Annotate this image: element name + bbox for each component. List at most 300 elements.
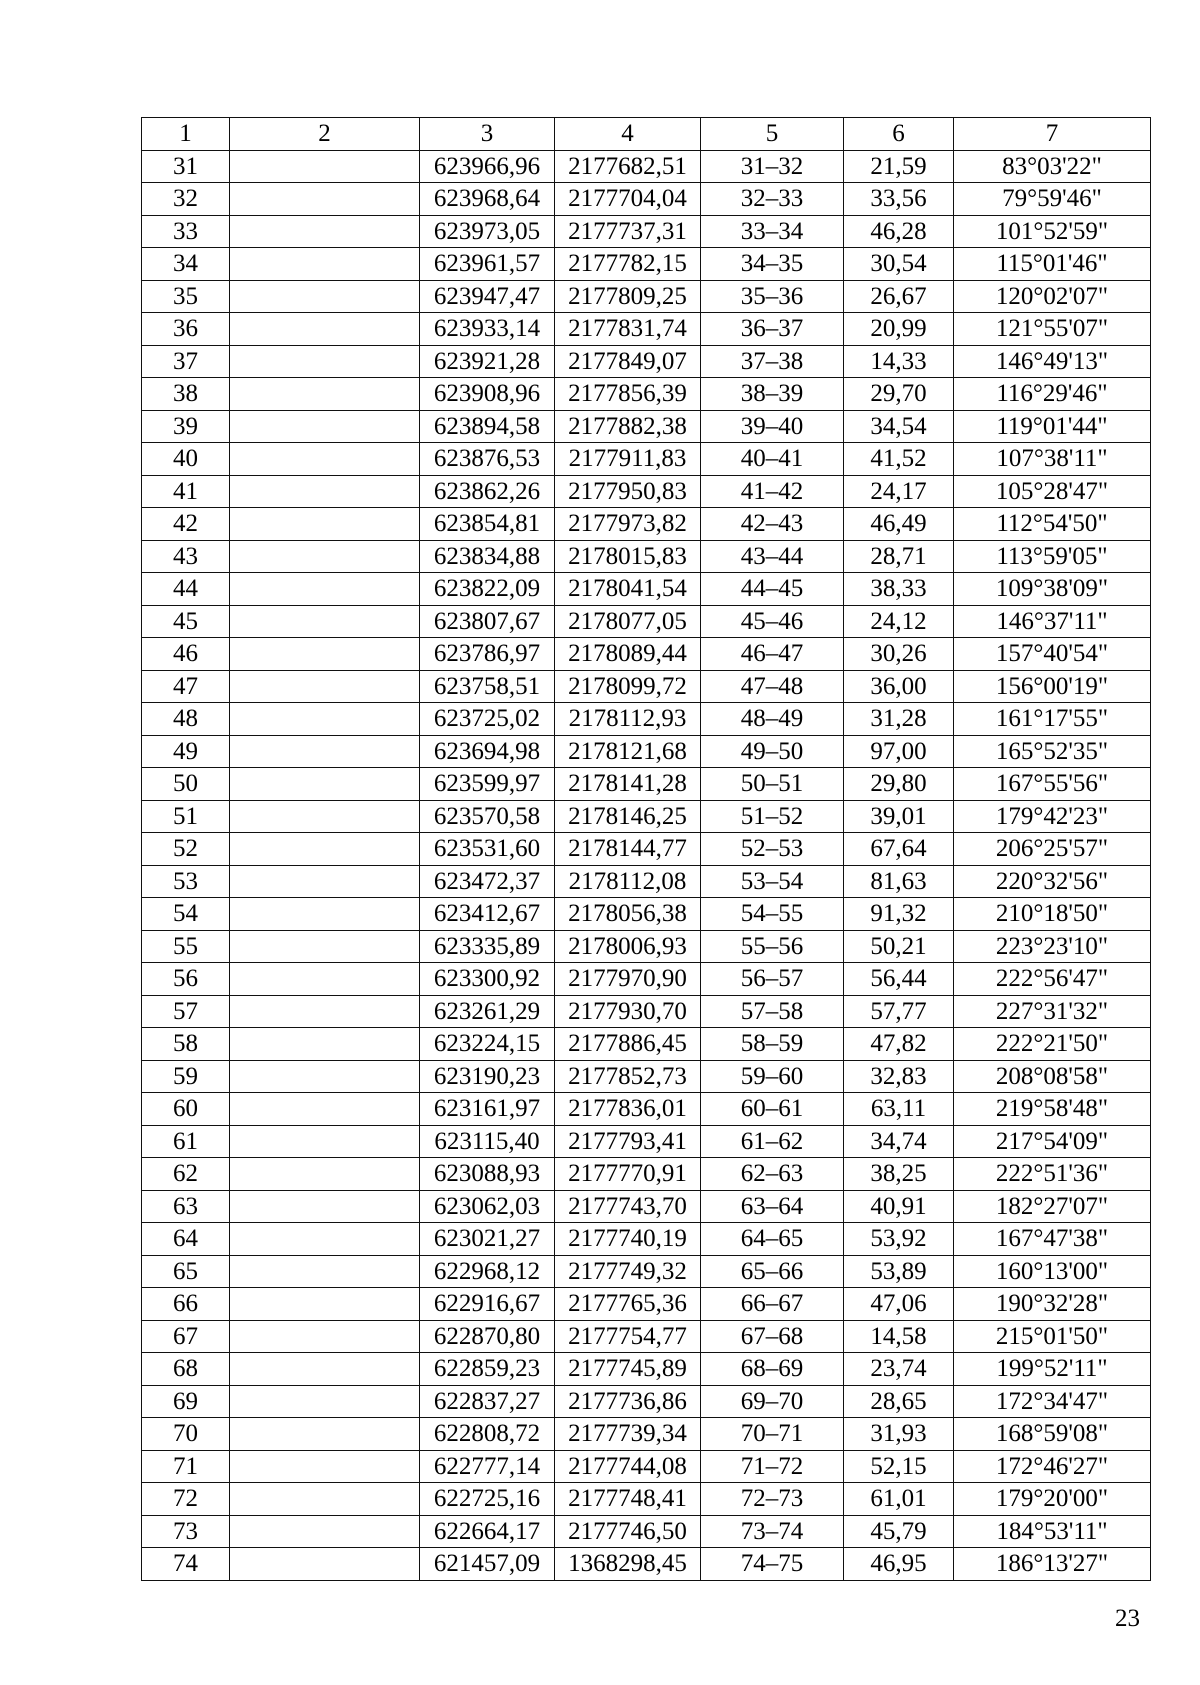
table-cell: 112°54'50" — [954, 508, 1151, 541]
table-cell: 33,56 — [844, 183, 954, 216]
table-cell: 28,65 — [844, 1385, 954, 1418]
table-cell — [230, 1515, 420, 1548]
table-cell: 52–53 — [701, 833, 844, 866]
table-cell: 2177749,32 — [555, 1255, 701, 1288]
table-cell: 41,52 — [844, 443, 954, 476]
table-cell — [230, 1093, 420, 1126]
table-cell: 105°28'47" — [954, 475, 1151, 508]
table-cell — [230, 573, 420, 606]
table-cell: 67,64 — [844, 833, 954, 866]
table-cell — [230, 1060, 420, 1093]
table-cell: 1368298,45 — [555, 1548, 701, 1581]
header-cell: 7 — [954, 118, 1151, 151]
table-cell: 47–48 — [701, 670, 844, 703]
table-cell: 223°23'10" — [954, 930, 1151, 963]
table-row — [142, 1450, 1151, 1483]
table-cell: 47,06 — [844, 1288, 954, 1321]
table-cell: 57,77 — [844, 995, 954, 1028]
table-cell: 179°42'23" — [954, 800, 1151, 833]
table-cell: 31,28 — [844, 703, 954, 736]
table-cell — [230, 1548, 420, 1581]
table-cell: 621457,09 — [420, 1548, 555, 1581]
table-cell — [230, 378, 420, 411]
table-cell: 146°37'11" — [954, 605, 1151, 638]
table-cell: 2178121,68 — [555, 735, 701, 768]
table-cell: 34,54 — [844, 410, 954, 443]
table-cell: 622870,80 — [420, 1320, 555, 1353]
table-cell: 42–43 — [701, 508, 844, 541]
table-cell: 622777,14 — [420, 1450, 555, 1483]
table-cell — [230, 540, 420, 573]
table-cell — [230, 898, 420, 931]
table-cell — [230, 1223, 420, 1256]
table-cell: 54–55 — [701, 898, 844, 931]
table-cell: 83°03'22" — [954, 150, 1151, 183]
table-cell: 623968,64 — [420, 183, 555, 216]
table-cell: 39 — [142, 410, 230, 443]
table-cell: 2177886,45 — [555, 1028, 701, 1061]
table-cell: 623694,98 — [420, 735, 555, 768]
table-row — [142, 410, 1151, 443]
table-row — [142, 963, 1151, 996]
table-cell: 51–52 — [701, 800, 844, 833]
table-cell: 64–65 — [701, 1223, 844, 1256]
table-cell: 46 — [142, 638, 230, 671]
table-cell: 69 — [142, 1385, 230, 1418]
table-cell: 63 — [142, 1190, 230, 1223]
table-cell: 622968,12 — [420, 1255, 555, 1288]
table-cell: 31–32 — [701, 150, 844, 183]
table-cell: 2177704,04 — [555, 183, 701, 216]
table-cell: 54 — [142, 898, 230, 931]
table-cell: 206°25'57" — [954, 833, 1151, 866]
table-cell: 623261,29 — [420, 995, 555, 1028]
table-cell: 2177745,89 — [555, 1353, 701, 1386]
table-cell: 182°27'07" — [954, 1190, 1151, 1223]
table-cell: 623725,02 — [420, 703, 555, 736]
table-cell: 74 — [142, 1548, 230, 1581]
table-row — [142, 475, 1151, 508]
table-cell — [230, 670, 420, 703]
table-cell: 58–59 — [701, 1028, 844, 1061]
table-cell: 2178141,28 — [555, 768, 701, 801]
table-cell: 2178006,93 — [555, 930, 701, 963]
table-cell: 61–62 — [701, 1125, 844, 1158]
table-cell: 623758,51 — [420, 670, 555, 703]
table-cell: 623966,96 — [420, 150, 555, 183]
table-cell: 217°54'09" — [954, 1125, 1151, 1158]
table-row — [142, 1515, 1151, 1548]
table-cell — [230, 1158, 420, 1191]
table-row — [142, 703, 1151, 736]
table-cell — [230, 1320, 420, 1353]
table-cell: 65–66 — [701, 1255, 844, 1288]
header-cell: 4 — [555, 118, 701, 151]
table-cell: 222°21'50" — [954, 1028, 1151, 1061]
table-cell: 30,26 — [844, 638, 954, 671]
table-cell: 72 — [142, 1483, 230, 1516]
table-cell: 167°55'56" — [954, 768, 1151, 801]
table-cell: 71–72 — [701, 1450, 844, 1483]
table-cell: 65 — [142, 1255, 230, 1288]
table-cell: 49 — [142, 735, 230, 768]
table-cell: 91,32 — [844, 898, 954, 931]
table-cell: 161°17'55" — [954, 703, 1151, 736]
table-cell: 623834,88 — [420, 540, 555, 573]
table-cell — [230, 605, 420, 638]
table-cell: 623472,37 — [420, 865, 555, 898]
table-cell: 20,99 — [844, 313, 954, 346]
page-number: 23 — [1115, 1605, 1140, 1632]
table-cell — [230, 1385, 420, 1418]
header-row — [142, 118, 1151, 151]
table-cell: 46–47 — [701, 638, 844, 671]
table-cell: 50,21 — [844, 930, 954, 963]
table-cell: 2177831,74 — [555, 313, 701, 346]
table-body — [142, 118, 1151, 1581]
table-cell: 45,79 — [844, 1515, 954, 1548]
table-cell: 186°13'27" — [954, 1548, 1151, 1581]
table-cell — [230, 865, 420, 898]
table-cell: 37 — [142, 345, 230, 378]
table-cell — [230, 443, 420, 476]
table-cell: 32 — [142, 183, 230, 216]
table-cell: 623894,58 — [420, 410, 555, 443]
table-cell: 24,17 — [844, 475, 954, 508]
table-cell: 622664,17 — [420, 1515, 555, 1548]
table-cell: 43–44 — [701, 540, 844, 573]
table-cell: 57–58 — [701, 995, 844, 1028]
table-cell: 2177739,34 — [555, 1418, 701, 1451]
table-row — [142, 183, 1151, 216]
table-cell: 2178144,77 — [555, 833, 701, 866]
table-cell: 623599,97 — [420, 768, 555, 801]
table-cell: 2178077,05 — [555, 605, 701, 638]
table-cell: 2177970,90 — [555, 963, 701, 996]
table-row — [142, 1028, 1151, 1061]
table-cell: 59 — [142, 1060, 230, 1093]
table-row — [142, 1158, 1151, 1191]
header-cell: 3 — [420, 118, 555, 151]
table-cell: 69–70 — [701, 1385, 844, 1418]
table-cell: 2178015,83 — [555, 540, 701, 573]
table-cell: 45–46 — [701, 605, 844, 638]
table-cell — [230, 1483, 420, 1516]
table-cell — [230, 313, 420, 346]
table-cell: 623807,67 — [420, 605, 555, 638]
table-cell: 2177740,19 — [555, 1223, 701, 1256]
table-cell — [230, 475, 420, 508]
table-cell: 146°49'13" — [954, 345, 1151, 378]
table-cell: 2177973,82 — [555, 508, 701, 541]
table-cell: 623862,26 — [420, 475, 555, 508]
table-cell: 50 — [142, 768, 230, 801]
table-cell: 63–64 — [701, 1190, 844, 1223]
table-cell — [230, 800, 420, 833]
table-cell: 219°58'48" — [954, 1093, 1151, 1126]
table-cell — [230, 345, 420, 378]
table-cell: 74–75 — [701, 1548, 844, 1581]
table-row — [142, 378, 1151, 411]
table-cell: 62 — [142, 1158, 230, 1191]
table-row — [142, 573, 1151, 606]
table-cell: 62–63 — [701, 1158, 844, 1191]
table-cell: 45 — [142, 605, 230, 638]
table-cell: 41 — [142, 475, 230, 508]
table-cell: 2177950,83 — [555, 475, 701, 508]
table-cell: 2177743,70 — [555, 1190, 701, 1223]
table-cell: 38,33 — [844, 573, 954, 606]
table-cell: 119°01'44" — [954, 410, 1151, 443]
table-cell: 2177852,73 — [555, 1060, 701, 1093]
table-cell: 623908,96 — [420, 378, 555, 411]
table-cell: 622859,23 — [420, 1353, 555, 1386]
table-row — [142, 313, 1151, 346]
table-row — [142, 930, 1151, 963]
table-cell: 67 — [142, 1320, 230, 1353]
table-cell: 623335,89 — [420, 930, 555, 963]
table-cell: 36 — [142, 313, 230, 346]
table-cell — [230, 930, 420, 963]
table-cell: 622725,16 — [420, 1483, 555, 1516]
table-cell: 29,70 — [844, 378, 954, 411]
table-cell: 2177736,86 — [555, 1385, 701, 1418]
table-cell: 2177765,36 — [555, 1288, 701, 1321]
table-row — [142, 150, 1151, 183]
header-cell: 5 — [701, 118, 844, 151]
table-cell: 61 — [142, 1125, 230, 1158]
table-cell: 623786,97 — [420, 638, 555, 671]
table-cell: 2177793,41 — [555, 1125, 701, 1158]
table-cell: 156°00'19" — [954, 670, 1151, 703]
table-cell: 26,67 — [844, 280, 954, 313]
table-cell: 38–39 — [701, 378, 844, 411]
table-row — [142, 995, 1151, 1028]
table-cell: 623088,93 — [420, 1158, 555, 1191]
table-cell — [230, 280, 420, 313]
table-cell: 40–41 — [701, 443, 844, 476]
table-row — [142, 605, 1151, 638]
table-cell: 2177930,70 — [555, 995, 701, 1028]
table-cell: 71 — [142, 1450, 230, 1483]
table-cell: 61,01 — [844, 1483, 954, 1516]
table-cell: 208°08'58" — [954, 1060, 1151, 1093]
table-cell: 60 — [142, 1093, 230, 1126]
table-cell: 2178056,38 — [555, 898, 701, 931]
table-cell — [230, 183, 420, 216]
table-cell: 623947,47 — [420, 280, 555, 313]
table-cell: 172°46'27" — [954, 1450, 1151, 1483]
table-row — [142, 735, 1151, 768]
table-cell: 210°18'50" — [954, 898, 1151, 931]
table-cell: 40 — [142, 443, 230, 476]
table-cell: 47 — [142, 670, 230, 703]
table-cell: 2177737,31 — [555, 215, 701, 248]
table-cell: 32–33 — [701, 183, 844, 216]
table-row — [142, 670, 1151, 703]
table-cell: 50–51 — [701, 768, 844, 801]
table-cell: 220°32'56" — [954, 865, 1151, 898]
table-cell: 29,80 — [844, 768, 954, 801]
table-row — [142, 1548, 1151, 1581]
table-cell: 39,01 — [844, 800, 954, 833]
table-cell: 47,82 — [844, 1028, 954, 1061]
table-cell — [230, 1255, 420, 1288]
table-row — [142, 1320, 1151, 1353]
table-cell: 43 — [142, 540, 230, 573]
table-cell: 51 — [142, 800, 230, 833]
table-cell: 157°40'54" — [954, 638, 1151, 671]
table-cell — [230, 150, 420, 183]
table-cell: 199°52'11" — [954, 1353, 1151, 1386]
table-cell: 24,12 — [844, 605, 954, 638]
table-cell — [230, 995, 420, 1028]
table-cell: 623115,40 — [420, 1125, 555, 1158]
table-cell: 81,63 — [844, 865, 954, 898]
table-row — [142, 1125, 1151, 1158]
table-row — [142, 865, 1151, 898]
table-cell — [230, 638, 420, 671]
table-cell: 172°34'47" — [954, 1385, 1151, 1418]
table-row — [142, 768, 1151, 801]
table-cell: 38 — [142, 378, 230, 411]
table-cell: 2178041,54 — [555, 573, 701, 606]
table-cell: 68–69 — [701, 1353, 844, 1386]
table-cell: 120°02'07" — [954, 280, 1151, 313]
table-cell: 2177849,07 — [555, 345, 701, 378]
table-cell: 179°20'00" — [954, 1483, 1151, 1516]
table-row — [142, 898, 1151, 931]
table-cell: 33 — [142, 215, 230, 248]
table-row — [142, 1353, 1151, 1386]
table-row — [142, 1385, 1151, 1418]
table-row — [142, 280, 1151, 313]
table-row — [142, 638, 1151, 671]
table-cell — [230, 1190, 420, 1223]
table-cell: 2177911,83 — [555, 443, 701, 476]
table-cell: 121°55'07" — [954, 313, 1151, 346]
table-cell — [230, 248, 420, 281]
table-row — [142, 345, 1151, 378]
table-row — [142, 1255, 1151, 1288]
table-cell: 56,44 — [844, 963, 954, 996]
table-cell: 2178112,08 — [555, 865, 701, 898]
table-cell: 34–35 — [701, 248, 844, 281]
table-cell: 623531,60 — [420, 833, 555, 866]
table-cell: 23,74 — [844, 1353, 954, 1386]
table-cell: 46,28 — [844, 215, 954, 248]
table-cell: 2178146,25 — [555, 800, 701, 833]
table-cell: 113°59'05" — [954, 540, 1151, 573]
table-cell: 56 — [142, 963, 230, 996]
table-cell: 53,92 — [844, 1223, 954, 1256]
table-cell: 55 — [142, 930, 230, 963]
table-cell: 63,11 — [844, 1093, 954, 1126]
table-cell: 623961,57 — [420, 248, 555, 281]
table-cell: 35–36 — [701, 280, 844, 313]
table-cell: 2177754,77 — [555, 1320, 701, 1353]
table-cell: 116°29'46" — [954, 378, 1151, 411]
table-cell: 622837,27 — [420, 1385, 555, 1418]
table-cell: 55–56 — [701, 930, 844, 963]
table-cell: 2177682,51 — [555, 150, 701, 183]
table-cell: 33–34 — [701, 215, 844, 248]
table-cell: 44 — [142, 573, 230, 606]
table-cell: 53,89 — [844, 1255, 954, 1288]
table-row — [142, 1223, 1151, 1256]
table-cell: 97,00 — [844, 735, 954, 768]
table-cell: 70–71 — [701, 1418, 844, 1451]
table-row — [142, 800, 1151, 833]
table-row — [142, 248, 1151, 281]
table-cell: 623021,27 — [420, 1223, 555, 1256]
table-cell: 21,59 — [844, 150, 954, 183]
table-cell: 31,93 — [844, 1418, 954, 1451]
table-cell: 623921,28 — [420, 345, 555, 378]
table-cell: 32,83 — [844, 1060, 954, 1093]
table-cell: 40,91 — [844, 1190, 954, 1223]
table-cell: 46,95 — [844, 1548, 954, 1581]
table-cell: 2177744,08 — [555, 1450, 701, 1483]
table-cell: 623190,23 — [420, 1060, 555, 1093]
table-cell — [230, 703, 420, 736]
table-cell: 53–54 — [701, 865, 844, 898]
table-cell: 623570,58 — [420, 800, 555, 833]
table-cell: 38,25 — [844, 1158, 954, 1191]
table-cell: 2178112,93 — [555, 703, 701, 736]
table-cell: 622808,72 — [420, 1418, 555, 1451]
table-cell: 36–37 — [701, 313, 844, 346]
table-cell: 73 — [142, 1515, 230, 1548]
table-cell: 64 — [142, 1223, 230, 1256]
table-cell — [230, 768, 420, 801]
table-cell — [230, 1418, 420, 1451]
table-cell: 66 — [142, 1288, 230, 1321]
table-cell: 227°31'32" — [954, 995, 1151, 1028]
table-cell — [230, 508, 420, 541]
table-cell: 68 — [142, 1353, 230, 1386]
table-cell: 623412,67 — [420, 898, 555, 931]
table-cell — [230, 1125, 420, 1158]
table-cell — [230, 1288, 420, 1321]
table-row — [142, 1060, 1151, 1093]
table-cell: 34,74 — [844, 1125, 954, 1158]
table-cell: 184°53'11" — [954, 1515, 1151, 1548]
table-cell: 623854,81 — [420, 508, 555, 541]
table-cell: 59–60 — [701, 1060, 844, 1093]
table-cell: 60–61 — [701, 1093, 844, 1126]
table-cell: 622916,67 — [420, 1288, 555, 1321]
table-cell: 52,15 — [844, 1450, 954, 1483]
table-cell — [230, 1028, 420, 1061]
table-cell: 79°59'46" — [954, 183, 1151, 216]
table-cell: 42 — [142, 508, 230, 541]
table-cell: 58 — [142, 1028, 230, 1061]
header-cell: 6 — [844, 118, 954, 151]
table-cell: 36,00 — [844, 670, 954, 703]
table-cell: 57 — [142, 995, 230, 1028]
table-cell: 73–74 — [701, 1515, 844, 1548]
table-row — [142, 833, 1151, 866]
table-cell: 115°01'46" — [954, 248, 1151, 281]
header-cell: 2 — [230, 118, 420, 151]
table-cell: 190°32'28" — [954, 1288, 1151, 1321]
table-cell: 2177748,41 — [555, 1483, 701, 1516]
table-cell: 34 — [142, 248, 230, 281]
table-cell: 14,33 — [844, 345, 954, 378]
table-cell: 37–38 — [701, 345, 844, 378]
table-cell: 35 — [142, 280, 230, 313]
